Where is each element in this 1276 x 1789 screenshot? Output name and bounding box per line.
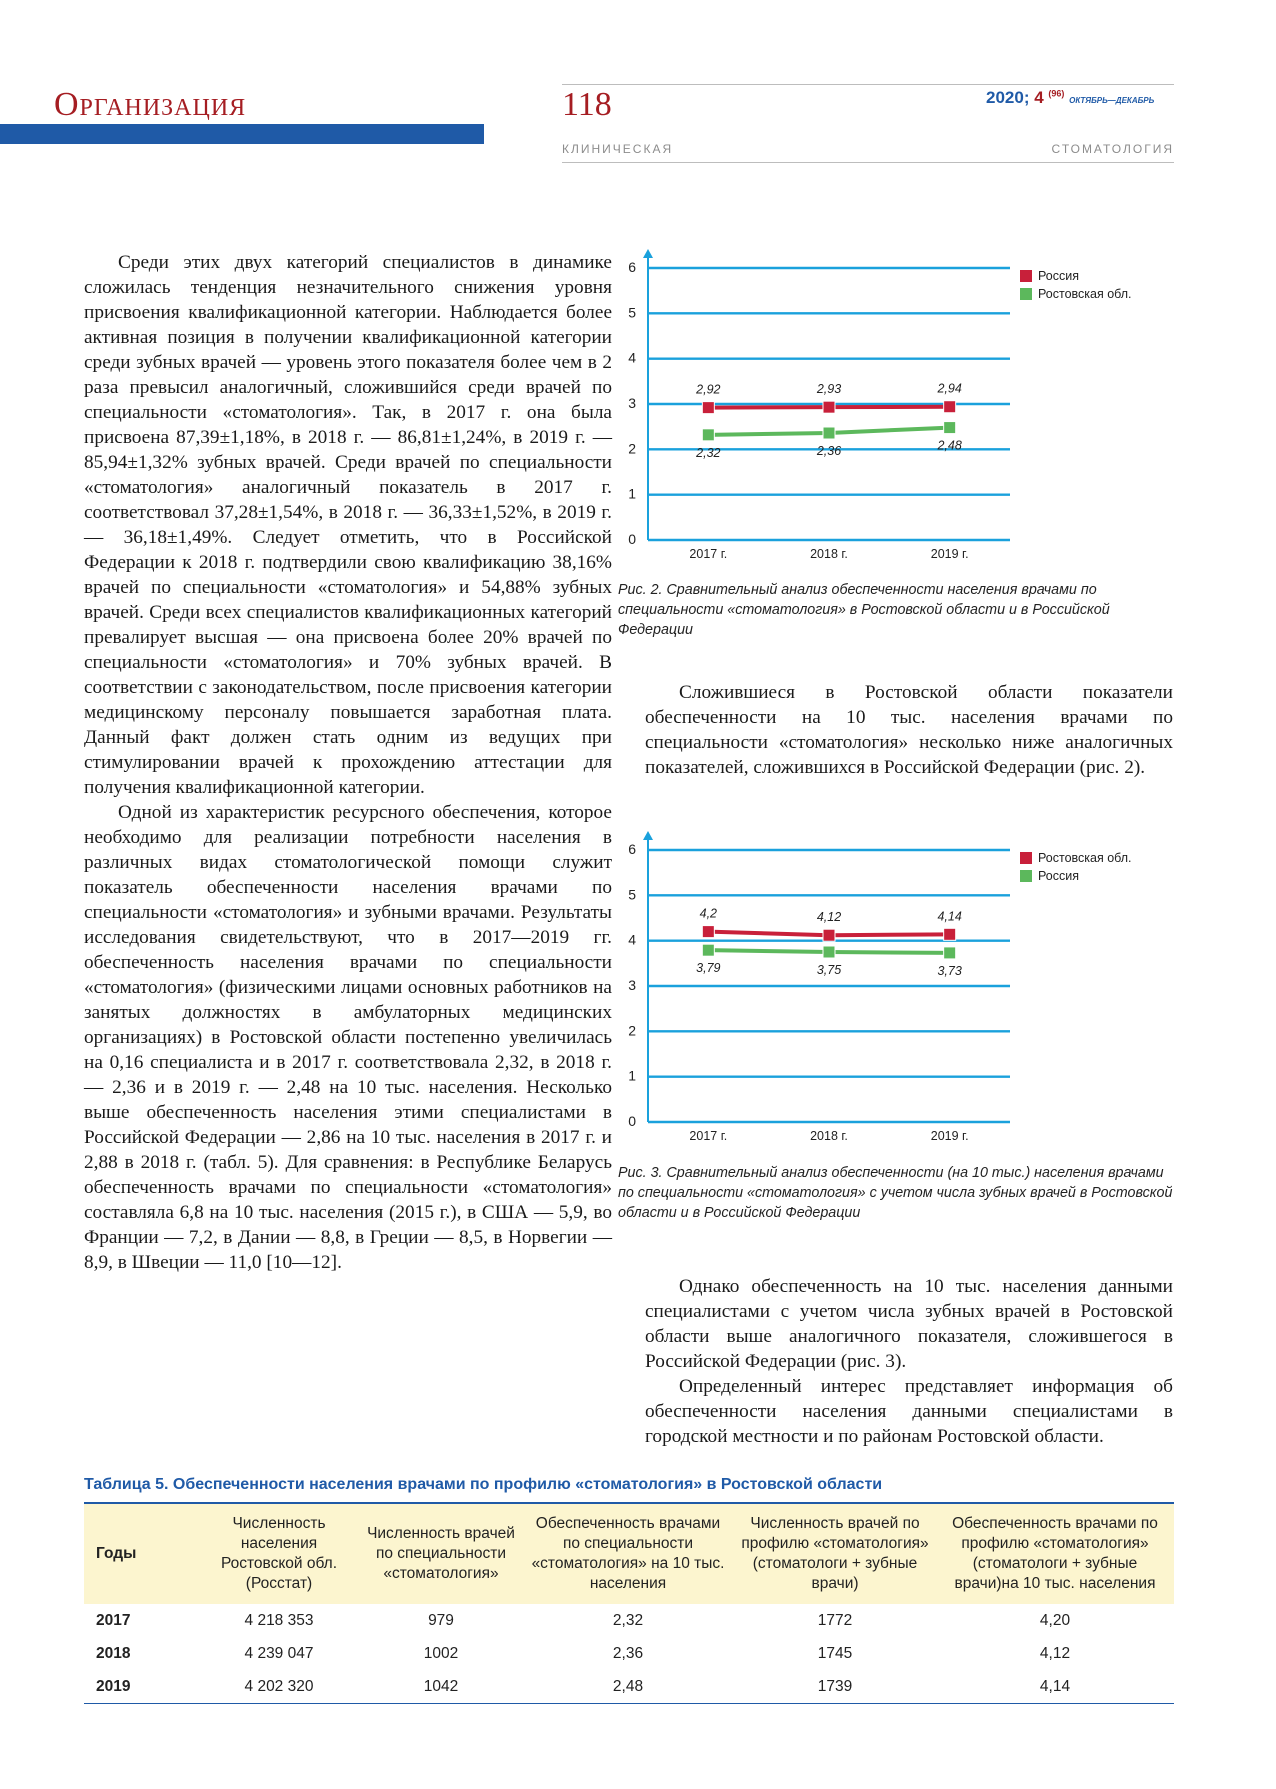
table-cell: 2,32 [612, 1611, 644, 1629]
column-header: Обеспеченность врачами по специальности «стоматология» на 10 тыс. населения [522, 1503, 734, 1604]
data-label: 2,32 [696, 445, 721, 460]
figure-3-caption: Рис. 3. Сравнительный анализ обеспеченности (на 10 тыс.) населения врачами по специальности «стоматология» с учетом числа зубных врачей в Ростовской области и в Российской Федерации [618, 1165, 1173, 1221]
column-header: Численность населения Ростовской обл. (Росстат) [198, 1503, 360, 1604]
y-tick-label: 4 [628, 349, 636, 366]
section-title: Организация [54, 86, 247, 123]
journal-word-1: КЛИНИЧЕСКАЯ [562, 142, 674, 156]
data-table [84, 1502, 1174, 1704]
x-tick-label: 2018 г. [810, 1129, 848, 1143]
header-rule [562, 162, 1174, 163]
table-cell: 2018 [96, 1644, 131, 1662]
table-cell: 2019 [84, 1670, 198, 1704]
data-point-marker [823, 946, 835, 958]
data-point-marker [944, 422, 956, 434]
table-cell: 1002 [423, 1644, 459, 1662]
legend-label: Ростовская обл. [1038, 287, 1132, 301]
table-cell: 2,36 [612, 1644, 644, 1662]
x-tick-label: 2017 г. [689, 1129, 728, 1143]
right-column-text [645, 680, 1173, 780]
issue-total: (96) [1048, 88, 1065, 99]
y-tick-label: 1 [628, 1067, 636, 1084]
data-point-marker [702, 944, 714, 956]
table-cell: 1772 [817, 1611, 853, 1629]
data-label: 2,94 [937, 381, 962, 396]
legend-swatch [1020, 270, 1032, 282]
x-tick-label: 2017 г. [689, 547, 728, 561]
table-cell: 979 [428, 1611, 454, 1629]
column-header: Обеспеченность врачами по профилю «стоматология» (стоматологи + зубные врачи)на 10 тыс. населения [936, 1503, 1174, 1604]
section-color-bar [0, 124, 484, 144]
right-column-text [645, 1274, 1173, 1449]
legend-label: Россия [1038, 269, 1079, 283]
data-label: 2,92 [696, 382, 721, 397]
data-point-marker [944, 928, 956, 940]
issue-number: 4 [1034, 88, 1044, 107]
table-row [84, 1604, 1174, 1637]
data-label: 2,48 [937, 438, 962, 453]
table-cell: 2,48 [522, 1670, 734, 1704]
legend-swatch [1020, 852, 1032, 864]
paragraph: Среди этих двух категорий специалистов в динамике сложилась тенденция незначительного снижения уровня присвоения квалификационной категории. Наблюдается более активная позиция в получении квалификационной категории среди зубных врачей — уровень этого показателя более чем в 2 раза превысил аналогичный, сложившийся среди врачей по специальности «стоматология». Так, в 2017 г. она была присвоена 87,39±1,18%, в 2018 г. — 86,81±1,24%, в 2019 г. — 85,94±1,32% зубных врачей. Среди врачей по специальности «стоматология» аналогичный показатель в 2017 г. соответствовал 37,28±1,54%, в 2018 г. — 36,33±1,52%, в 2019 г. — 36,18±1,49%. Следует отметить, что в Российской Федерации к 2018 г. подтвердили свою квалификацию 38,16% врачей по специальности «стоматология» и 54,88% зубных врачей. Среди всех специалистов квалификационных категорий превалирует высшая — она присвоена более 20% врачей по специальности «стоматология» и 70% зубных врачей. В соответствии с законодательством, после присвоения категории медицинскому персоналу повышается заработная плата. Данный факт должен стать одним из ведущих при стимулировании врачей к прохождению аттестации для получения квалификационной категории. [84, 252, 612, 798]
journal-word-2: СТОМАТОЛОГИЯ [1051, 142, 1174, 156]
y-tick-label: 4 [628, 931, 636, 948]
column-header: Численность врачей по специальности «стоматология» [360, 1503, 522, 1604]
legend-label: Ростовская обл. [1038, 851, 1132, 865]
figure-3-chart [600, 822, 1180, 1152]
data-point-marker [702, 402, 714, 414]
y-tick-label: 2 [628, 1022, 636, 1039]
data-point-marker [823, 427, 835, 439]
paragraph: Сложившиеся в Ростовской области показатели обеспеченности на 10 тыс. населения врачами по специальности «стоматология» несколько ниже аналогичных показателей, сложившихся в Российской Федерации (рис. 2). [645, 682, 1173, 778]
data-point-marker [944, 401, 956, 413]
x-tick-label: 2019 г. [930, 547, 969, 561]
data-point-marker [702, 926, 714, 938]
data-label: 3,79 [696, 961, 721, 976]
data-label: 4,2 [699, 906, 718, 921]
paragraph: Определенный интерес представляет информация об обеспеченности населения данными специалистами в городской местности и по районам Ростовской области. [645, 1376, 1173, 1447]
table-cell: 1745 [817, 1644, 853, 1662]
y-tick-label: 0 [628, 1113, 636, 1129]
table-cell: 4,20 [1039, 1611, 1071, 1629]
table-cell: 2017 [96, 1611, 131, 1629]
table-row [84, 1637, 1174, 1670]
table-cell: 4 202 320 [198, 1670, 360, 1704]
y-tick-label: 2 [628, 440, 636, 457]
table-cell: 1042 [360, 1670, 522, 1704]
data-label: 2,93 [816, 382, 842, 397]
legend-swatch [1020, 288, 1032, 300]
data-point-marker [823, 401, 835, 413]
data-point-marker [823, 929, 835, 941]
paragraph: Однако обеспеченность на 10 тыс. населения данными специалистами с учетом числа зубных врачей в Ростовской области выше аналогичного показателя, сложившегося в Российской Федерации (рис. 3). [645, 1276, 1173, 1372]
y-tick-label: 6 [628, 259, 636, 275]
y-axis-arrow [643, 831, 653, 840]
header-rule [562, 84, 1174, 85]
table-header-row [84, 1503, 1174, 1604]
issue-year: 2020; [986, 88, 1030, 107]
legend-label: Россия [1038, 869, 1079, 883]
y-tick-label: 6 [628, 841, 636, 857]
data-point-marker [702, 429, 714, 441]
table-row [84, 1670, 1174, 1704]
table-title: Таблица 5. Обеспеченности населения врачами по профилю «стоматология» в Ростовской области [84, 1476, 883, 1493]
x-tick-label: 2018 г. [810, 547, 848, 561]
table-cell: 4,12 [1039, 1644, 1071, 1662]
y-axis-arrow [643, 249, 653, 258]
y-tick-label: 0 [628, 531, 636, 547]
paragraph: Одной из характеристик ресурсного обеспечения, которое необходимо для реализации потребности населения в различных видах стоматологической помощи служит показатель обеспеченности населения врачами по специальности «стоматология» и зубными врачами. Результаты исследования свидетельствуют, что в 2017—2019 гг. обеспеченность населения врачами по специальности «стоматология» (физическими лицами основных работников на занятых должностях в амбулаторных медицинских организациях) в Ростовской области постепенно увеличилась на 0,16 специалиста и в 2017 г. соответствовала 2,32, в 2018 г. — 2,36 и в 2019 г. — 2,48 на 10 тыс. населения. Несколько выше обеспеченность населения этими специалистами в Российской Федерации — 2,86 на 10 тыс. населения в 2017 г. и 2,88 в 2018 г. (табл. 5). Для сравнения: в Республике Беларусь обеспеченность врачами по специальности «стоматология» составляла 6,8 на 10 тыс. населения (2015 г.), в США — 5,9, во Франции — 7,2, в Дании — 8,8, в Греции — 8,5, в Норвегии — 8,9, в Швеции — 11,0 [10—12]. [84, 802, 612, 1273]
issue-info [986, 88, 1154, 108]
legend-swatch [1020, 870, 1032, 882]
page-number: 118 [562, 86, 612, 123]
column-header: Годы [84, 1503, 198, 1604]
y-tick-label: 3 [628, 977, 636, 993]
table-cell: 4 218 353 [244, 1611, 314, 1629]
x-tick-label: 2019 г. [930, 1129, 969, 1143]
data-label: 4,12 [816, 910, 842, 925]
y-tick-label: 1 [628, 485, 636, 502]
y-tick-label: 5 [628, 304, 636, 321]
table-cell: 4,14 [936, 1670, 1174, 1704]
data-point-marker [944, 947, 956, 959]
left-column-text [84, 250, 612, 1275]
journal-name [562, 142, 1174, 156]
data-label: 4,14 [937, 909, 962, 924]
table-cell: 4 239 047 [244, 1644, 314, 1662]
table-cell: 1739 [734, 1670, 936, 1704]
figure-2-caption: Рис. 2. Сравнительный анализ обеспеченности населения врачами по специальности «стоматология» в Ростовской области и в Российской Федерации [618, 582, 1110, 638]
line-chart-svg [600, 240, 1180, 570]
y-tick-label: 3 [628, 395, 636, 411]
column-header: Численность врачей по профилю «стоматология» (стоматологи + зубные врачи) [734, 1503, 936, 1604]
y-tick-label: 5 [628, 886, 636, 903]
line-chart-svg [600, 822, 1180, 1152]
data-label: 3,75 [816, 963, 842, 977]
data-label: 3,73 [937, 963, 962, 978]
figure-2-chart [600, 240, 1180, 570]
issue-months: ОКТЯБРЬ—ДЕКАБРЬ [1069, 96, 1155, 105]
data-label: 2,36 [816, 444, 842, 459]
